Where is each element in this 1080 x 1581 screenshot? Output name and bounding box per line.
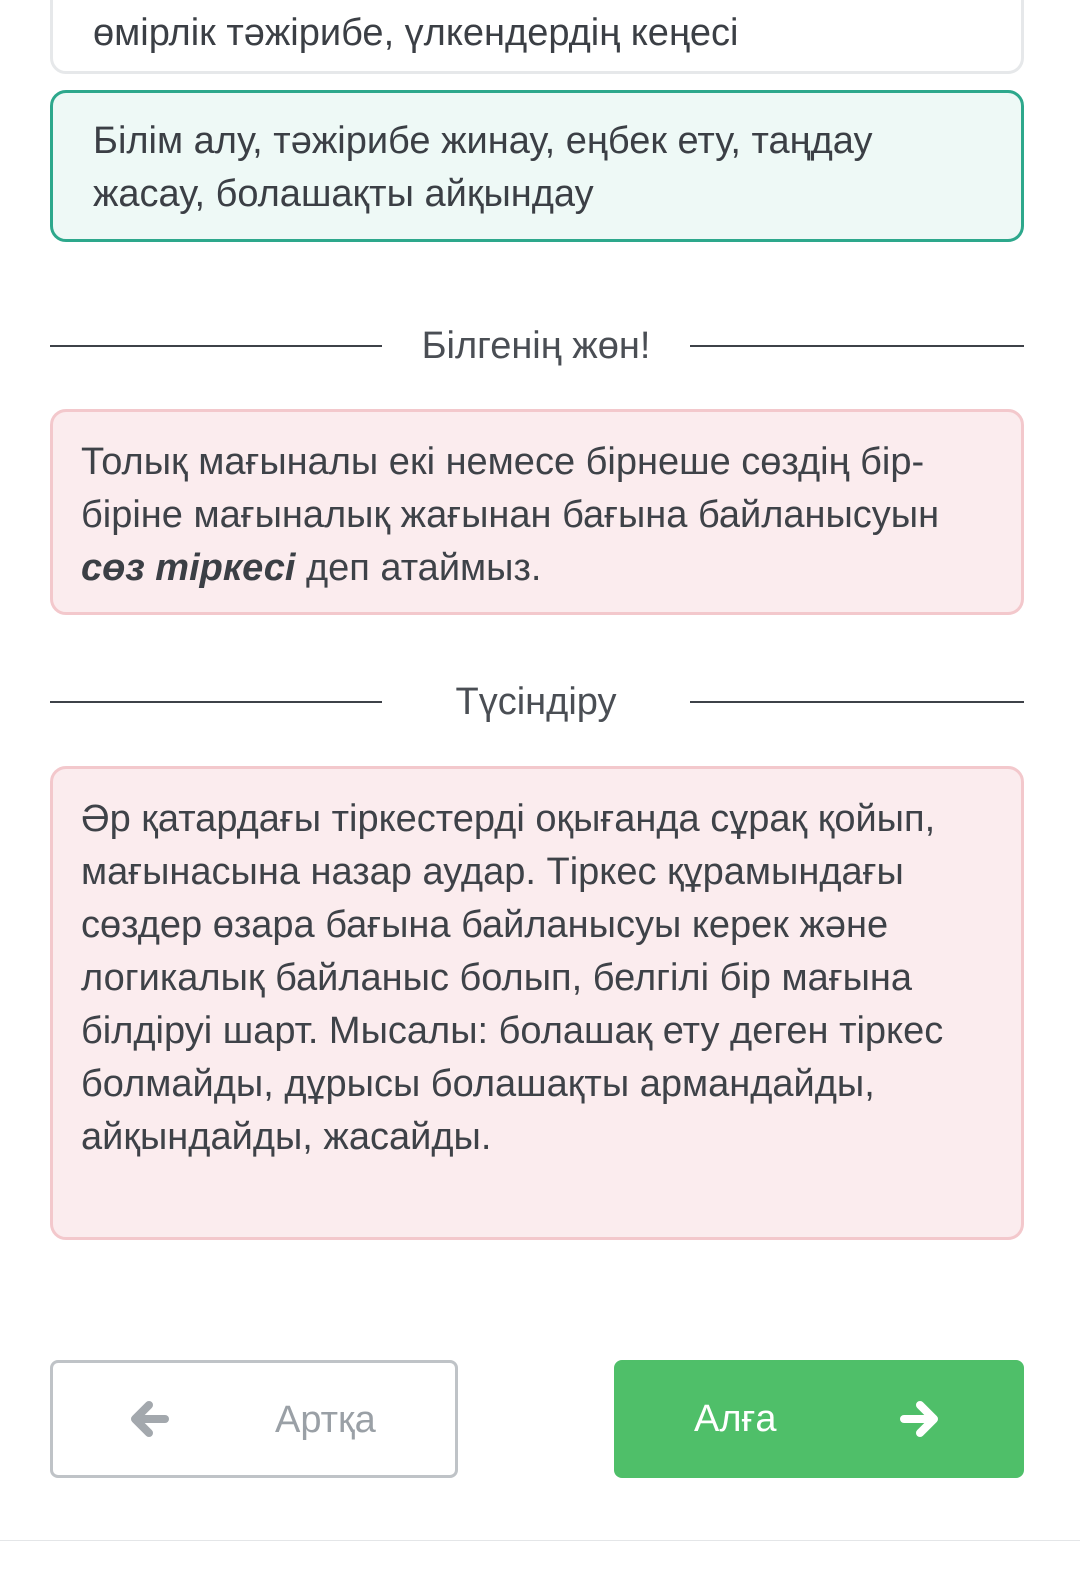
divider-line-right (690, 701, 1024, 703)
next-button[interactable] (614, 1360, 1024, 1478)
bottom-divider (0, 1540, 1080, 1541)
answer-option[interactable] (50, 0, 1024, 74)
divider-line-right (690, 345, 1024, 347)
back-button[interactable] (50, 1360, 458, 1478)
next-button-label: Алға (694, 1398, 777, 1440)
explanation-card (50, 766, 1024, 1240)
know-section-divider (50, 316, 1024, 376)
rule-term: сөз тіркесі (81, 547, 296, 589)
know-section-heading: Білгенің жөн! (421, 325, 651, 367)
arrow-left-icon (127, 1397, 171, 1441)
divider-line-left (50, 345, 382, 347)
rule-card (50, 409, 1024, 615)
rule-text-before: Толық мағыналы екі немесе бірнеше сөздің бір-біріне мағыналық жағынан бағына байланысуын (81, 441, 940, 536)
back-button-label: Артқа (275, 1399, 376, 1441)
explanation-section-divider (50, 672, 1024, 732)
explanation-section-heading: Түсіндіру (455, 681, 617, 723)
correct-answer-text: Білім алу, тәжірибе жинау, еңбек ету, таңдау жасау, болашақты айқындау (93, 120, 873, 215)
divider-line-left (50, 701, 382, 703)
explanation-text: Әр қатардағы тіркестерді оқығанда сұрақ қойып, мағынасына назар аудар. Тіркес құрамындағы сөздер өзара бағына байланысуы керек және логикалық байланыс болып, белгілі бір мағына білдіруі шарт. Мысалы: болашақ ету деген тіркес болмайды, дұрысы болашақты армандайды, айқындайды, жасайды. (81, 798, 944, 1158)
arrow-right-icon (898, 1397, 942, 1441)
rule-text-after: деп атаймыз. (295, 547, 542, 589)
answer-option-text: өмірлік тәжірибе, үлкендердің кеңесі (93, 12, 739, 54)
correct-answer-option[interactable] (50, 90, 1024, 242)
